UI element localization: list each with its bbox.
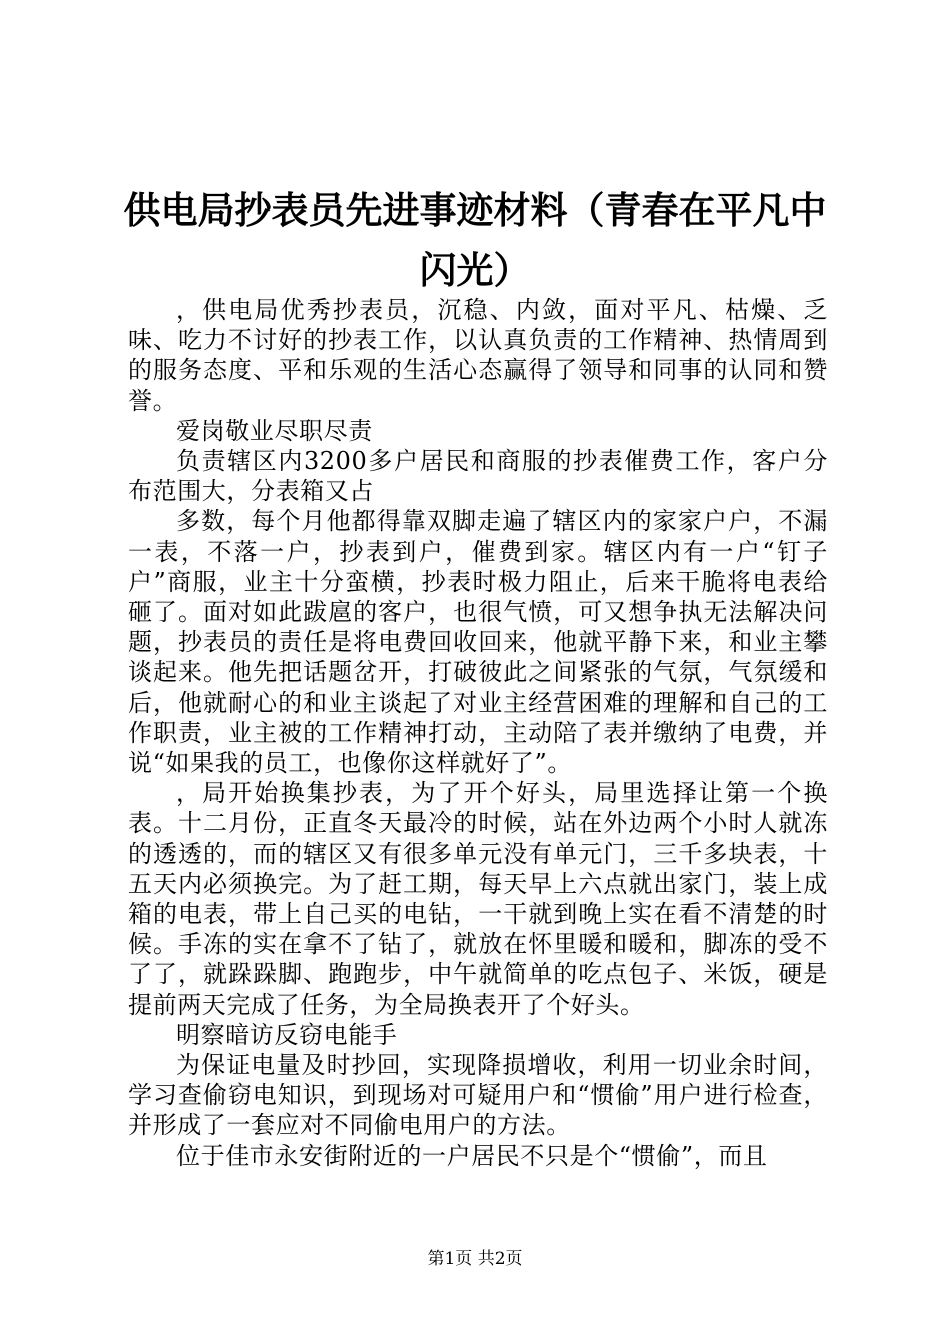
paragraph-responsibility: 负责辖区内3200多户居民和商服的抄表催费工作，客户分布范围大，分表箱又占: [128, 447, 828, 506]
paragraph-difficult-customer: 多数，每个月他都得靠双脚走遍了辖区内的家家户户，不漏一表，不落一户，抄表到户，催费到家。辖区内有一户“钉子户”商服，业主十分蛮横，抄表时极力阻止，后来干脆将电表给砸了。面对如此跋扈的客户，也很气愤，可又想争执无法解决问题，抄表员的责任是将电费回收回来，他就平静下来，和业主攀谈起来。他先把话题岔开，打破彼此之间紧张的气氛，气氛缓和后，他就耐心的和业主谈起了对业主经营困难的理解和自己的工作职责，业主被的工作精神打动，主动陪了表并缴纳了电费，并说“如果我的员工，也像你这样就好了”。: [128, 507, 828, 778]
document-title: 供电局抄表员先进事迹材料（青春在平凡中闪光）: [123, 188, 827, 292]
paragraph-intro: ，供电局优秀抄表员，沉稳、内敛，面对平凡、枯燥、乏味、吃力不讨好的抄表工作，以认真负责的工作精神、热情周到的服务态度、平和乐观的生活心态赢得了领导和同事的认同和赞誉。: [128, 296, 828, 415]
section-heading-dedication: 爱岗敬业尽职尽责: [176, 416, 373, 445]
paragraph-yongan-street: 位于佳市永安街附近的一户居民不只是个“惯偷”，而且: [176, 1141, 768, 1170]
document-body: [128, 295, 828, 1171]
section-heading-anti-theft: 明察暗访反窃电能手: [176, 1020, 398, 1049]
paragraph-theft-inspection: 为保证电量及时抄回，实现降损增收，利用一切业余时间，学习查偷窃电知识，到现场对可疑用户和“惯偷”用户进行检查，并形成了一套应对不同偷电用户的方法。: [128, 1051, 828, 1140]
paragraph-meter-replacement: ，局开始换集抄表，为了开个好头，局里选择让第一个换表。十二月份，正直冬天最冷的时候，站在外边两个小时人就冻的透透的，而的辖区又有很多单元没有单元门，三千多块表，十五天内必须换完。为了赶工期，每天早上六点就出家门，装上成箱的电表，带上自己买的电钻，一干就到晚上实在看不清楚的时候。手冻的实在拿不了钻了，就放在怀里暖和暖和，脚冻的受不了了，就跺跺脚、跑跑步，中午就简单的吃点包子、米饭，硬是提前两天完成了任务，为全局换表开了个好头。: [128, 779, 828, 1019]
page-number-footer: 第1页 共2页: [427, 1249, 523, 1269]
